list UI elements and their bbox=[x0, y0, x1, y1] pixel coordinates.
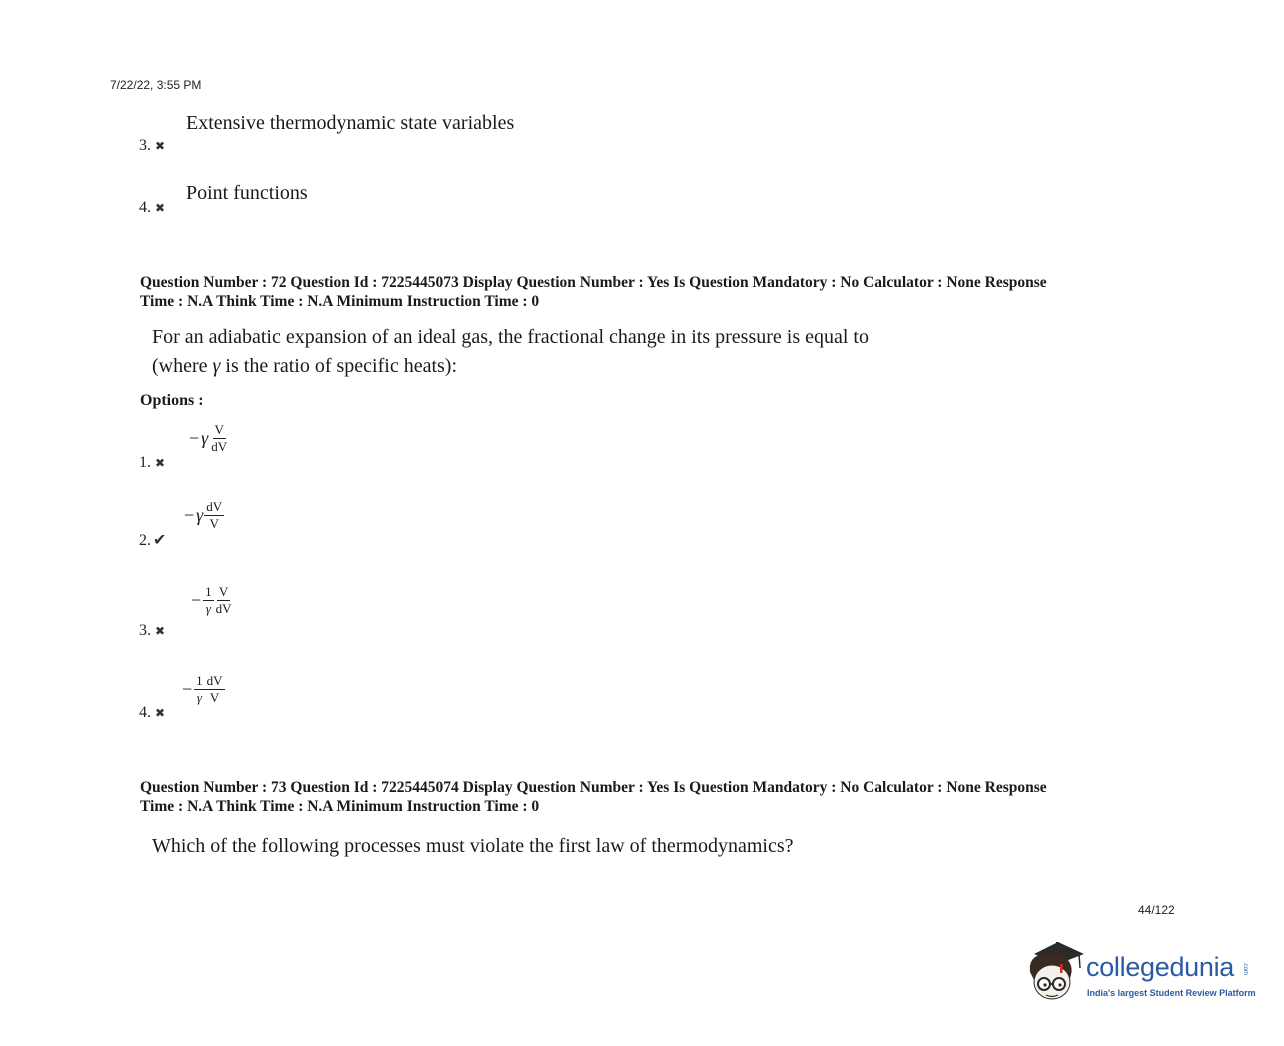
logo-com-suffix: .com bbox=[1242, 962, 1248, 976]
numerator: V bbox=[214, 422, 224, 437]
question-73-text: Which of the following processes must violate the first law of thermodynamics? bbox=[152, 835, 794, 857]
question-73-meta bbox=[140, 778, 1180, 816]
collegedunia-mascot-icon bbox=[1024, 938, 1086, 1008]
numerator: 1 bbox=[196, 673, 203, 688]
minus-sign: − bbox=[189, 428, 200, 448]
minus-sign: − bbox=[182, 679, 193, 699]
denominator: dV bbox=[215, 601, 232, 616]
fraction bbox=[205, 674, 225, 705]
logo-wordmark: collegedunia bbox=[1086, 952, 1235, 982]
numerator: 1 bbox=[205, 584, 212, 599]
meta-line-2: Time : N.A Think Time : N.A Minimum Instruction Time : 0 bbox=[140, 798, 540, 815]
cross-icon: ✖ bbox=[155, 624, 166, 638]
gamma-symbol: γ bbox=[212, 355, 221, 377]
fraction bbox=[203, 585, 214, 616]
gamma-symbol: γ bbox=[196, 505, 204, 525]
question-72-meta bbox=[140, 273, 1180, 311]
numerator: dV bbox=[206, 499, 223, 514]
option-3-formula bbox=[191, 585, 234, 616]
option-number: 4. bbox=[139, 199, 151, 216]
option-2-formula bbox=[184, 500, 224, 531]
meta-line-1: Question Number : 73 Question Id : 7225445074 Display Question Number : Yes Is Question Mandatory : No Calculator : None Response bbox=[140, 779, 1047, 796]
cross-icon: ✖ bbox=[155, 456, 166, 470]
option-number: 3. bbox=[139, 622, 151, 639]
question-text-line-1: For an adiabatic expansion of an ideal gas, the fractional change in its pressure is equal to bbox=[152, 326, 869, 348]
denominator: γ bbox=[205, 601, 211, 616]
cross-icon: ✖ bbox=[155, 706, 166, 720]
minus-sign: − bbox=[191, 590, 202, 610]
fraction bbox=[209, 423, 229, 454]
print-timestamp: 7/22/22, 3:55 PM bbox=[110, 78, 202, 92]
denominator: V bbox=[209, 516, 219, 531]
question-72-text bbox=[152, 323, 869, 381]
fraction bbox=[204, 500, 224, 531]
option-number: 2. bbox=[139, 532, 151, 549]
cross-icon: ✖ bbox=[155, 139, 166, 153]
text-fragment: (where bbox=[152, 355, 213, 377]
option-number: 4. bbox=[139, 704, 151, 721]
option-1-marker bbox=[139, 454, 165, 472]
fraction bbox=[214, 585, 234, 616]
text-fragment: is the ratio of specific heats): bbox=[220, 355, 458, 377]
logo-tagline: India's largest Student Review Platform bbox=[1087, 988, 1256, 998]
option-4-formula bbox=[182, 674, 225, 705]
option-3-marker bbox=[139, 622, 165, 640]
denominator: V bbox=[209, 690, 220, 705]
numerator: V bbox=[218, 584, 229, 599]
question-text-line-2 bbox=[152, 352, 869, 381]
option-4-marker bbox=[139, 199, 165, 217]
option-4-marker bbox=[139, 704, 165, 722]
gamma-symbol: γ bbox=[201, 428, 209, 448]
cross-icon: ✖ bbox=[155, 201, 166, 215]
numerator: dV bbox=[206, 673, 223, 688]
option-3-text: Extensive thermodynamic state variables bbox=[186, 112, 515, 134]
option-1-formula bbox=[189, 423, 229, 454]
meta-line-1: Question Number : 72 Question Id : 7225445073 Display Question Number : Yes Is Question Mandatory : No Calculator : None Response bbox=[140, 274, 1047, 291]
checkmark-icon: ✔ bbox=[153, 532, 167, 549]
options-label: Options : bbox=[140, 392, 204, 409]
fraction bbox=[194, 674, 205, 705]
option-2-marker bbox=[139, 530, 166, 550]
option-number: 1. bbox=[139, 454, 151, 471]
denominator: γ bbox=[196, 690, 202, 705]
option-3-marker bbox=[139, 137, 165, 155]
meta-line-2: Time : N.A Think Time : N.A Minimum Instruction Time : 0 bbox=[140, 293, 540, 310]
denominator: dV bbox=[211, 439, 228, 454]
minus-sign: − bbox=[184, 505, 195, 525]
page-number: 44/122 bbox=[1138, 903, 1175, 917]
option-4-text: Point functions bbox=[186, 182, 308, 204]
option-number: 3. bbox=[139, 137, 151, 154]
